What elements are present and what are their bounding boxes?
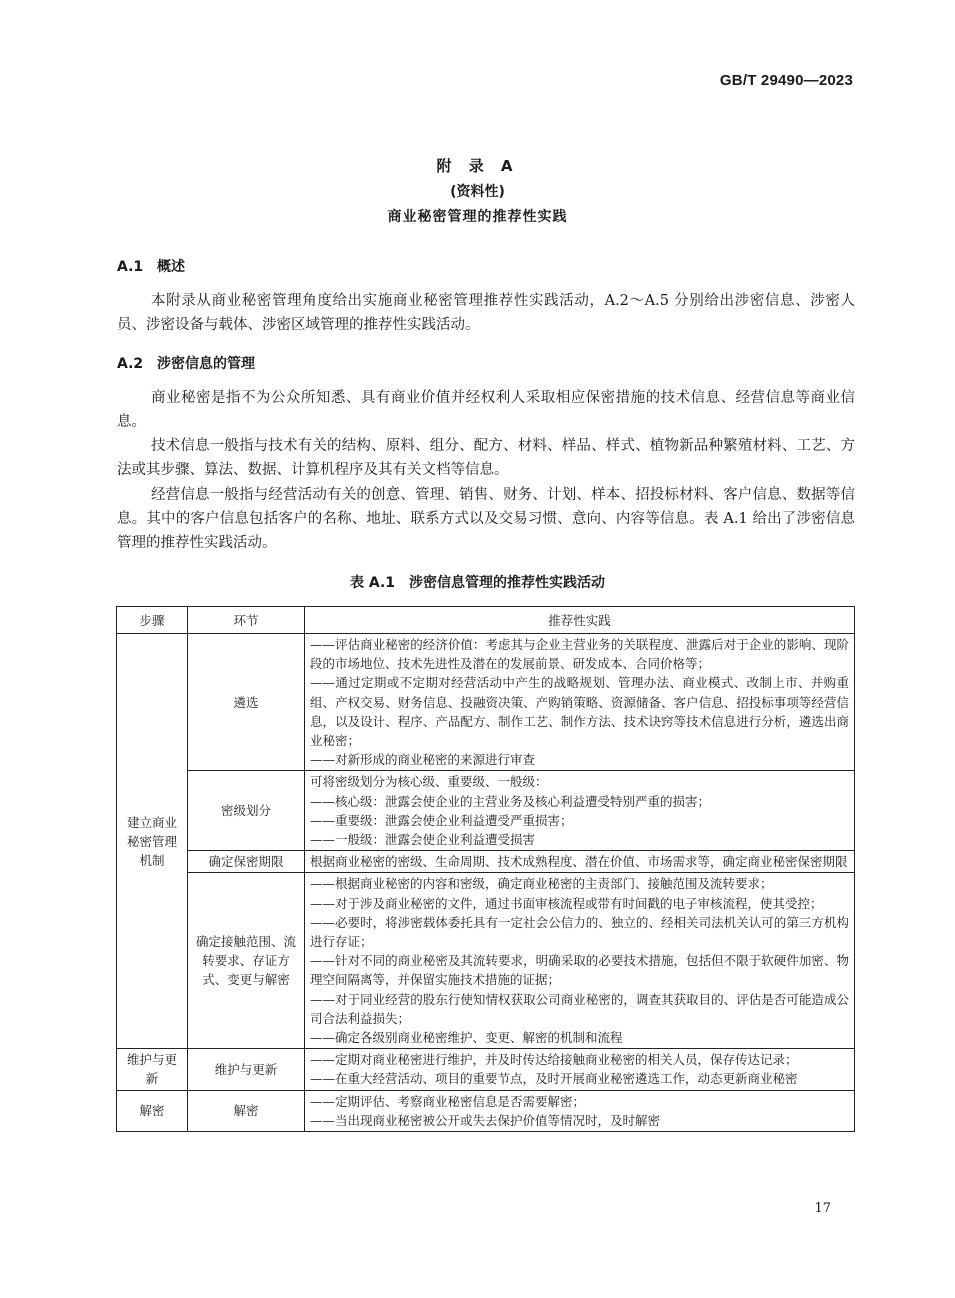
section-heading-a2 bbox=[117, 353, 255, 373]
step-cell: 解密 bbox=[117, 1090, 188, 1131]
practice-item: ——在重大经营活动、项目的重要节点，及时开展商业秘密遴选工作，动态更新商业秘密 bbox=[310, 1071, 798, 1087]
table-row bbox=[117, 634, 855, 771]
practice-item: ——一般级：泄露会使企业利益遭受损害 bbox=[310, 832, 536, 848]
paragraph: 本附录从商业秘密管理角度给出实施商业秘密管理推荐性实践活动，A.2～A.5 分别给出涉密信息、涉密人员、涉密设备与载体、涉密区域管理的推荐性实践活动。 bbox=[117, 293, 855, 333]
link-cell: 确定接触范围、流转要求、存证方式、变更与解密 bbox=[188, 873, 305, 1049]
appendix-title: 附 录 A bbox=[436, 157, 519, 175]
header-link: 环节 bbox=[188, 607, 305, 634]
practice-cell bbox=[305, 634, 855, 771]
step-cell: 维护与更新 bbox=[117, 1049, 188, 1090]
practice-item: 根据商业秘密的密级、生命周期、技术成熟程度、潜在价值、市场需求等，确定商业秘密保密期限 bbox=[310, 854, 848, 870]
practice-cell bbox=[305, 1090, 855, 1131]
link-cell: 解密 bbox=[188, 1090, 305, 1131]
practice-cell bbox=[305, 873, 855, 1049]
paragraph: 经营信息一般指与经营活动有关的创意、管理、销售、财务、计划、样本、招投标材料、客户信息、数据等信息。其中的客户信息包括客户的名称、地址、联系方式以及交易习惯、意向、内容等信息。表 A.1 给出了涉密信息管理的推荐性实践活动。 bbox=[117, 487, 855, 551]
table-caption: 表 A.1 涉密信息管理的推荐性实践活动 bbox=[349, 575, 606, 591]
table-header-row bbox=[117, 607, 855, 634]
table-row bbox=[117, 771, 855, 851]
link-cell: 维护与更新 bbox=[188, 1049, 305, 1090]
section-number: A.1 bbox=[117, 259, 144, 275]
page-number: 17 bbox=[814, 1201, 831, 1216]
link-cell: 遴选 bbox=[188, 634, 305, 771]
practice-item: ——针对不同的商业秘密及其流转要求，明确采取的必要技术措施，包括但不限于软硬件加密、物理空间隔离等，并保留实施技术措施的证据； bbox=[310, 953, 849, 988]
table-row bbox=[117, 851, 855, 873]
section-number: A.2 bbox=[117, 356, 144, 372]
paragraph: 技术信息一般指与技术有关的结构、原料、组分、配方、材料、样品、样式、植物新品种繁殖材料、工艺、方法或其步骤、算法、数据、计算机程序及其有关文档等信息。 bbox=[117, 438, 855, 478]
appendix-type: (资料性) bbox=[450, 184, 505, 200]
practice-item: ——必要时，将涉密载体委托具有一定社会公信力的、独立的、经相关司法机关认可的第三方机构进行存证； bbox=[310, 914, 849, 950]
header-practice: 推荐性实践 bbox=[305, 607, 855, 634]
practice-table bbox=[116, 606, 855, 1132]
section-title: 概述 bbox=[157, 259, 185, 275]
practice-item: ——对新形成的商业秘密的来源进行审查 bbox=[310, 752, 536, 768]
section-title: 涉密信息的管理 bbox=[157, 356, 255, 372]
practice-item: ——重要级：泄露会使企业利益遭受严重损害； bbox=[310, 812, 573, 828]
practice-item: ——确定各级别商业秘密维护、变更、解密的机制和流程 bbox=[310, 1030, 623, 1046]
appendix-name: 商业秘密管理的推荐性实践 bbox=[387, 209, 568, 225]
practice-item: ——核心级：泄露会使企业的主营业务及核心利益遭受特别严重的损害； bbox=[310, 793, 711, 809]
practice-cell bbox=[305, 1049, 855, 1090]
practice-item: 可将密级划分为核心级、重要级、一般级： bbox=[310, 774, 548, 790]
link-cell: 密级划分 bbox=[188, 771, 305, 851]
table-row bbox=[117, 873, 855, 1049]
step-cell: 建立商业秘密管理机制 bbox=[117, 634, 188, 1049]
practice-item: ——对于涉及商业秘密的文件，通过书面审核流程或带有时间戳的电子审核流程，使其受控； bbox=[310, 895, 823, 911]
table-row bbox=[117, 1049, 855, 1090]
practice-cell bbox=[305, 771, 855, 851]
paragraph: 商业秘密是指不为公众所知悉、具有商业价值并经权利人采取相应保密措施的技术信息、经营信息等商业信息。 bbox=[117, 390, 855, 430]
table-row bbox=[117, 1090, 855, 1131]
practice-cell bbox=[305, 851, 855, 873]
header-step: 步骤 bbox=[117, 607, 188, 634]
practice-item: ——定期对商业秘密进行维护，并及时传达给接触商业秘密的相关人员，保存传达记录； bbox=[310, 1052, 798, 1068]
practice-item: ——根据商业秘密的内容和密级，确定商业秘密的主责部门、接触范围及流转要求； bbox=[310, 876, 773, 892]
section-heading-a1 bbox=[117, 256, 185, 276]
link-cell: 确定保密期限 bbox=[188, 851, 305, 873]
practice-item: ——当出现商业秘密被公开或失去保护价值等情况时，及时解密 bbox=[310, 1112, 661, 1128]
practice-item: ——对于同业经营的股东行使知情权获取公司商业秘密的，调查其获取目的、评估是否可能造成公司合法利益损失； bbox=[310, 991, 849, 1026]
practice-item: ——评估商业秘密的经济价值：考虑其与企业主营业务的关联程度、泄露后对于企业的影响、现阶段的市场地位、技术先进性及潜在的发展前景、研发成本、合同价格等； bbox=[310, 637, 849, 672]
practice-item: ——定期评估、考察商业秘密信息是否需要解密； bbox=[310, 1093, 586, 1109]
standard-number: GB/T 29490—2023 bbox=[719, 72, 853, 89]
practice-item: ——通过定期或不定期对经营活动中产生的战略规划、管理办法、商业模式、改制上市、并购重组、产权交易、财务信息、投融资决策、产购销策略、资源储备、客户信息、招投标事项等经营信息，以及设计、程序、产品配方、制作工艺、制作方法、技术诀窍等技术信息进行分析，遴选出商业秘密； bbox=[310, 675, 849, 749]
